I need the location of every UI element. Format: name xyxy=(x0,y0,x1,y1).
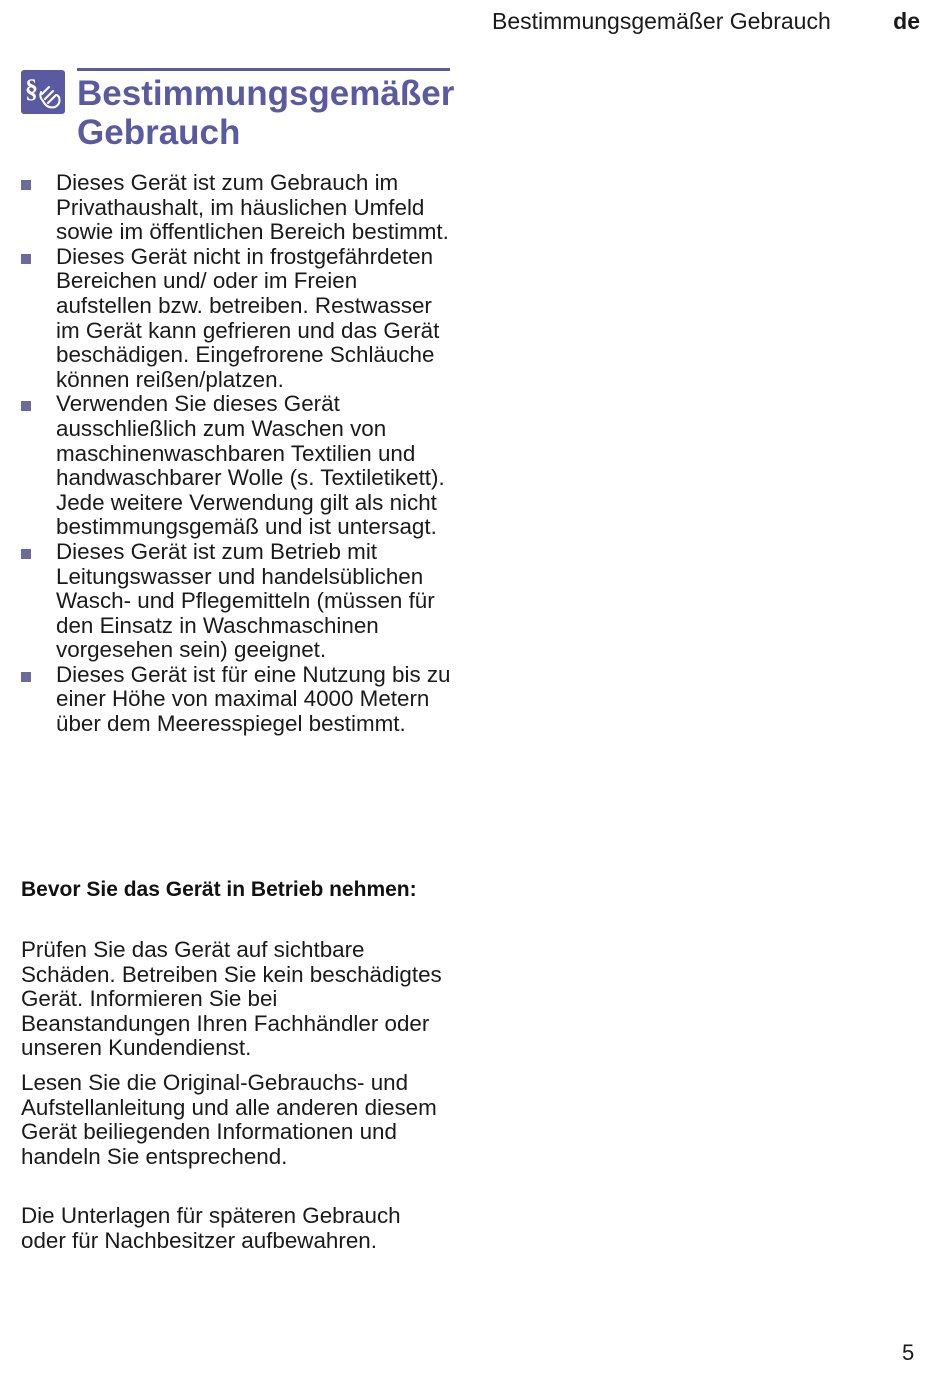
list-item-text: Dieses Gerät ist für eine Nutzung bis zu einer Höhe von maximal 4000 Metern über dem Meeresspiegel bestimmt. xyxy=(56,661,451,737)
list-item xyxy=(21,663,451,737)
bullet-square-icon xyxy=(21,672,31,682)
list-item xyxy=(21,392,451,540)
svg-text:§: § xyxy=(25,74,38,103)
page-number: 5 xyxy=(902,1340,915,1365)
bullet-square-icon xyxy=(21,549,31,559)
bullet-square-icon xyxy=(21,180,31,190)
bullet-square-icon xyxy=(21,401,31,411)
list-item xyxy=(21,540,451,663)
list-item xyxy=(21,171,451,245)
page-title-line1: Bestimmungsgemäßer xyxy=(77,74,455,113)
usage-bullet-list xyxy=(21,171,451,737)
running-header xyxy=(492,6,932,36)
before-use-paragraph: Prüfen Sie das Gerät auf sichtbare Schäden. Betreiben Sie kein beschädigtes Gerät. Informieren Sie bei Beanstandungen Ihren Fachhändler oder unseren Kundendienst. xyxy=(21,937,442,1061)
language-code: de xyxy=(893,8,920,34)
before-use-heading: Bevor Sie das Gerät in Betrieb nehmen: xyxy=(21,878,417,901)
list-item-text: Dieses Gerät ist zum Gebrauch im Privathaushalt, im häuslichen Umfeld sowie im öffentlichen Bereich bestimmt. xyxy=(56,170,449,245)
page-title-line2: Gebrauch xyxy=(77,113,241,152)
paragraph-hand-icon xyxy=(21,70,65,114)
list-item-text: Dieses Gerät nicht in frostgefährdeten Bereichen und/ oder im Freien aufstellen bzw. betreiben. Restwasser im Gerät kann gefrieren und das Gerät beschädigen. Eingefrorene Schläuche können reißen/platzen. xyxy=(56,243,440,392)
before-use-paragraph: Die Unterlagen für späteren Gebrauch oder für Nachbesitzer aufbewahren. xyxy=(21,1203,401,1253)
page-title xyxy=(77,74,457,152)
running-header-section: Bestimmungsgemäßer Gebrauch xyxy=(492,8,831,34)
list-item-text: Verwenden Sie dieses Gerät ausschließlich zum Waschen von maschinenwaschbaren Textilien und handwaschbarer Wolle (s. Textiletikett). Jede weitere Verwendung gilt als nicht bestimmungsgemäß und ist untersagt. xyxy=(56,391,445,540)
list-item xyxy=(21,245,451,393)
list-item-text: Dieses Gerät ist zum Betrieb mit Leitungswasser und handelsüblichen Wasch- und Pflegemitteln (müssen für den Einsatz in Waschmaschinen vorgesehen sein) geeignet. xyxy=(56,538,435,663)
bullet-square-icon xyxy=(21,254,31,264)
before-use-paragraph: Lesen Sie die Original-Gebrauchs- und Aufstellanleitung und alle anderen diesem Gerät beiliegenden Informationen und handeln Sie entsprechend. xyxy=(21,1070,437,1169)
heading-rule xyxy=(77,68,450,71)
